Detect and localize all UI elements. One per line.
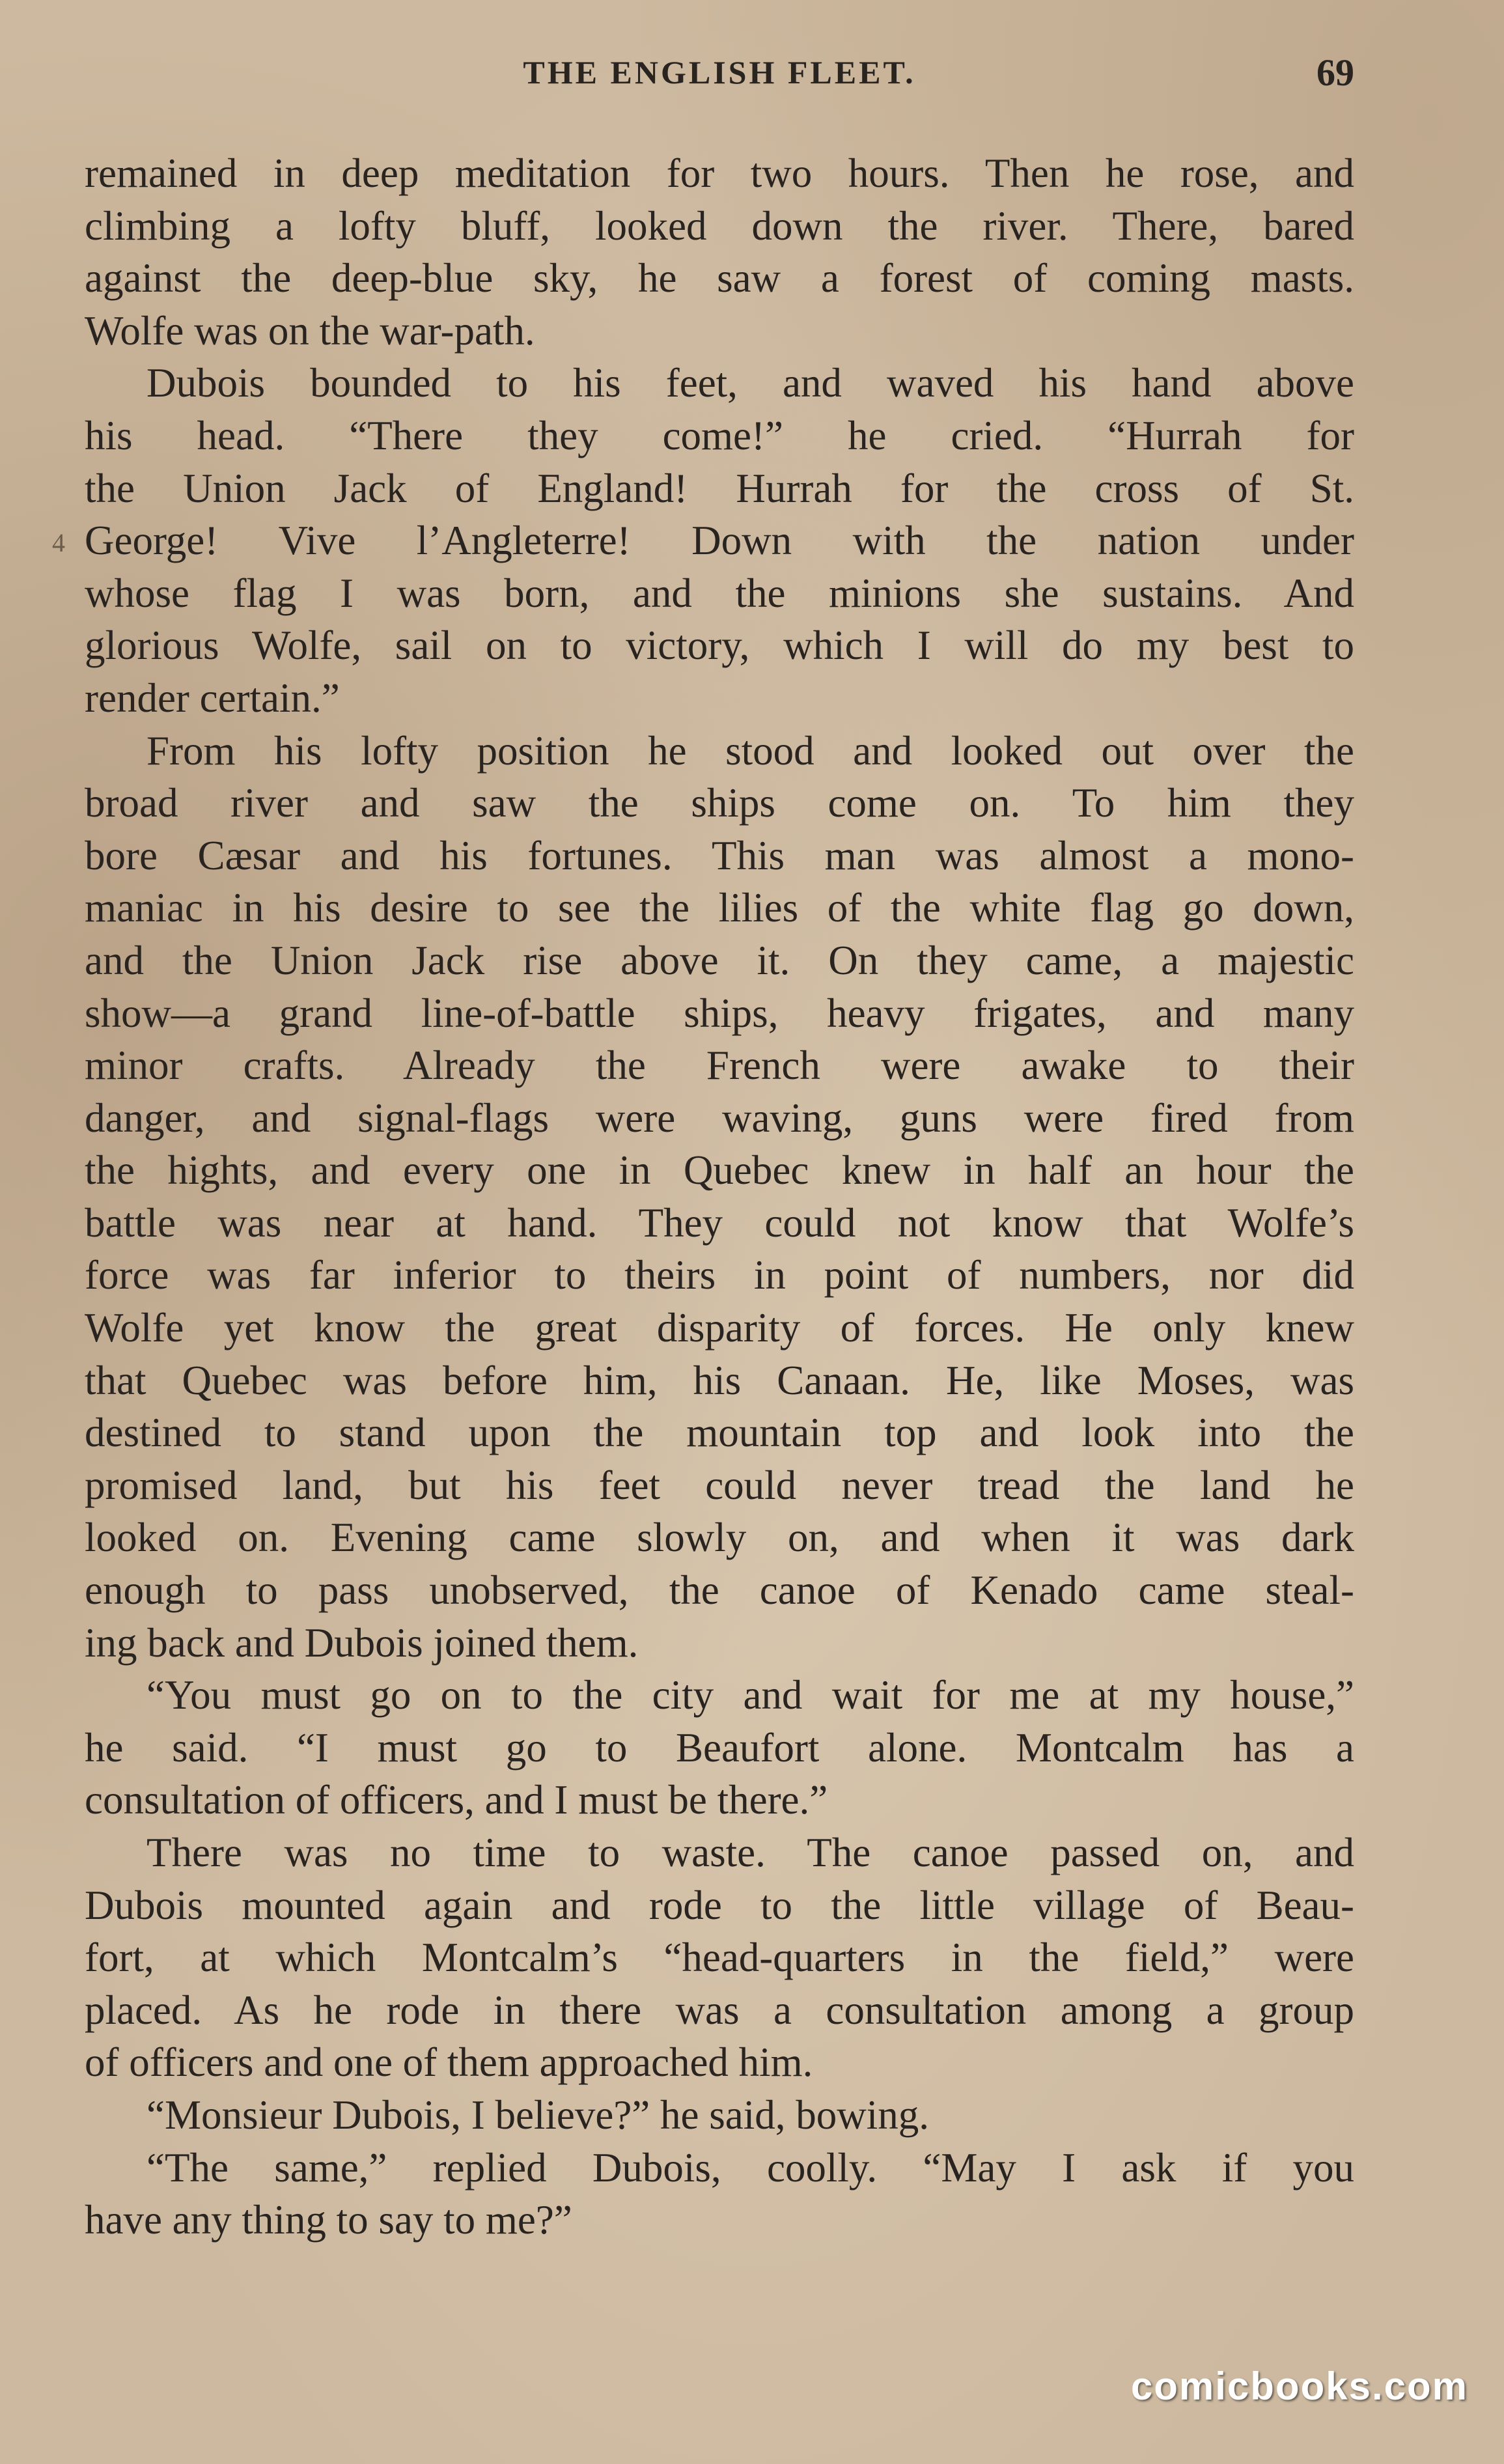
page-header [85,53,1354,105]
text-line: battle was near at hand. They could not know that Wolfe’s [85,1199,1354,1246]
watermark: comicbooks.com [1130,2364,1468,2408]
text-line: George! Vive l’Angleterre! Down with the nation under [85,518,1354,564]
running-head: THE ENGLISH FLEET. [523,54,916,91]
text-line: enough to pass unobserved, the canoe of Kenado came steal- [85,1567,1354,1614]
text-line: Wolfe was on the war-path. [85,307,535,354]
text-line: fort, at which Montcalm’s “head-quarters in the field,” were [85,1935,1354,1981]
text-line: glorious Wolfe, sail on to victory, which I will do my best to [85,623,1354,669]
text-line: “Monsieur Dubois, I believe?” he said, bowing. [146,2092,929,2138]
text-line: destined to stand upon the mountain top and look into the [85,1410,1354,1456]
text-line: have any thing to say to me?” [85,2197,572,2243]
text-line: climbing a lofty bluff, looked down the river. There, bared [85,203,1354,249]
text-line: his head. “There they come!” he cried. “Hurrah for [85,412,1354,458]
text-line: consultation of officers, and I must be there.” [85,1777,828,1823]
text-line: “You must go on to the city and wait for me at my house,” [146,1672,1354,1718]
text-line: of officers and one of them approached him. [85,2039,813,2086]
text-line: ing back and Dubois joined them. [85,1619,639,1666]
text-line: remained in deep meditation for two hours. Then he rose, and [85,150,1354,196]
text-line: looked on. Evening came slowly on, and when it was dark [85,1515,1354,1561]
text-line: “The same,” replied Dubois, coolly. “May I ask if you [146,2144,1354,2191]
text-line: From his lofty position he stood and looked out over the [146,727,1354,774]
text-line: bore Cæsar and his fortunes. This man was almost a mono- [85,832,1354,878]
text-line: There was no time to waste. The canoe passed on, and [146,1830,1354,1875]
text-line: promised land, but his feet could never tread the land he [85,1462,1354,1508]
text-line: Dubois bounded to his feet, and waved his hand above [146,360,1354,406]
body-text [85,147,1354,2247]
text-line: he said. “I must go to Beaufort alone. Montcalm has a [85,1724,1354,1771]
text-line: force was far inferior to theirs in point of numbers, nor did [85,1252,1354,1298]
text-line: the hights, and every one in Quebec knew in half an hour the [85,1147,1354,1194]
text-line: Wolfe yet know the great disparity of forces. He only knew [85,1305,1354,1351]
text-line: broad river and saw the ships come on. To him they [85,780,1354,826]
text-line: the Union Jack of England! Hurrah for the cross of St. [85,465,1354,511]
text-line: whose flag I was born, and the minions she sustains. And [85,570,1354,616]
text-line: that Quebec was before him, his Canaan. He, like Moses, was [85,1357,1354,1403]
text-line: placed. As he rode in there was a consultation among a group [85,1987,1354,2033]
text-line: show—a grand line-of-battle ships, heavy frigates, and many [85,990,1354,1036]
text-line: render certain.” [85,675,340,721]
text-line: maniac in his desire to see the lilies of the white flag go down, [85,885,1354,931]
text-line: minor crafts. Already the French were awake to their [85,1043,1354,1089]
margin-mark: 4 [52,528,65,557]
page-number: 69 [1316,51,1354,94]
text-line: Dubois mounted again and rode to the little village of Beau- [85,1882,1354,1928]
text-line: danger, and signal-flags were waving, guns were fired from [85,1095,1354,1141]
text-line: against the deep-blue sky, he saw a forest of coming masts. [85,255,1354,301]
text-line: and the Union Jack rise above it. On they came, a majestic [85,937,1354,983]
